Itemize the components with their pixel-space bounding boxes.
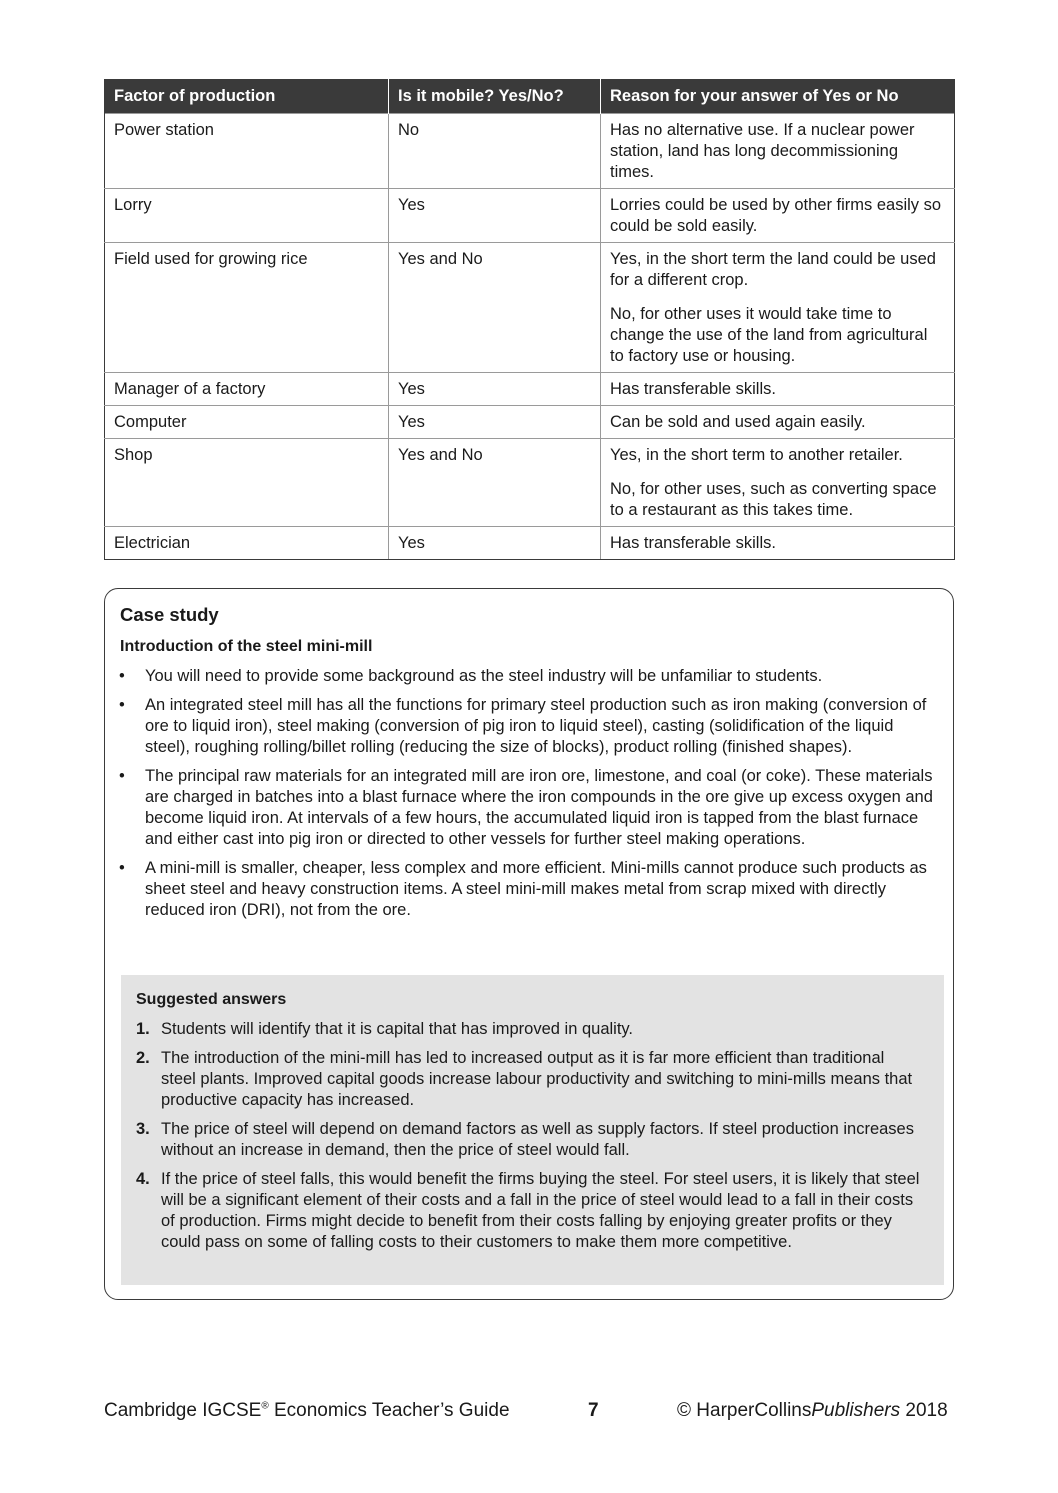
reason-text: No, for other uses it would take time to change the use of the land from agricultural to factory use or housing. — [610, 305, 928, 365]
factor-cell: Lorry — [105, 189, 389, 243]
header-mobile: Is it mobile? Yes/No? — [389, 79, 601, 114]
bullet-icon: • — [119, 696, 125, 714]
mobility-table — [104, 79, 955, 560]
answer-text: Students will identify that it is capital that has improved in quality. — [161, 1020, 634, 1038]
table-row — [105, 189, 955, 243]
table-row — [105, 243, 955, 373]
suggested-answers-title: Suggested answers — [136, 991, 287, 1008]
list-item — [105, 858, 955, 921]
table-header-row — [105, 79, 955, 114]
factor-cell: Computer — [105, 406, 389, 439]
reason-cell — [601, 439, 955, 527]
answer-item — [136, 1019, 930, 1040]
answer-item — [136, 1119, 930, 1161]
list-item — [105, 766, 955, 850]
copyright-prefix: © HarperCollins — [677, 1400, 812, 1421]
table-row — [105, 373, 955, 406]
list-item — [105, 666, 955, 687]
reason-cell — [601, 527, 955, 560]
reason-cell — [601, 114, 955, 189]
reason-text: Has transferable skills. — [610, 534, 776, 552]
list-item — [105, 695, 955, 758]
mobile-cell: Yes and No — [389, 243, 601, 373]
suggested-answers-panel — [121, 975, 944, 1285]
bullet-text: An integrated steel mill has all the functions for primary steel production such as iron making (conversion of ore to liquid iron), steel making (conversion of pig iron to liquid steel), casting (solidification of the liquid steel), roughing rolling/billet rolling (reducing the size of blocks), product rolling (finished shapes). — [145, 696, 927, 756]
copyright-publishers: Publishers — [811, 1400, 901, 1421]
table-row — [105, 406, 955, 439]
factor-cell: Field used for growing rice — [105, 243, 389, 373]
registered-mark: ® — [261, 1400, 269, 1412]
footer-book-title — [104, 1400, 510, 1422]
answer-number: 1. — [136, 1020, 150, 1038]
answer-item — [136, 1048, 930, 1111]
answer-number: 3. — [136, 1120, 150, 1138]
mobile-cell: Yes — [389, 189, 601, 243]
factor-cell: Manager of a factory — [105, 373, 389, 406]
answer-text: The price of steel will depend on demand factors as well as supply factors. If steel production increases without an increase in demand, then the price of steel would fall. — [161, 1120, 914, 1159]
reason-text: Has transferable skills. — [610, 380, 776, 398]
table-row — [105, 527, 955, 560]
mobile-cell: Yes and No — [389, 439, 601, 527]
mobile-cell: No — [389, 114, 601, 189]
case-study-title: Case study — [120, 604, 219, 625]
reason-text: Yes, in the short term to another retailer. — [610, 446, 903, 464]
reason-text: No, for other uses, such as converting space to a restaurant as this takes time. — [610, 480, 937, 519]
reason-text: Yes, in the short term the land could be used for a different crop. — [610, 250, 936, 289]
table-row — [105, 439, 955, 527]
factor-cell: Power station — [105, 114, 389, 189]
reason-cell — [601, 406, 955, 439]
factor-cell: Shop — [105, 439, 389, 527]
footer-title-suffix: Economics Teacher’s Guide — [268, 1400, 510, 1421]
case-study-box — [104, 588, 954, 1300]
reason-cell — [601, 243, 955, 373]
table-row — [105, 114, 955, 189]
bullet-text: A mini-mill is smaller, cheaper, less complex and more efficient. Mini-mills cannot produce such products as sheet steel and heavy construction items. A steel mini-mill makes metal from scrap mixed with directly reduced iron (DRI), not from the ore. — [145, 859, 927, 919]
mobile-cell: Yes — [389, 406, 601, 439]
header-reason: Reason for your answer of Yes or No — [601, 79, 955, 114]
answer-text: The introduction of the mini-mill has led to increased output as it is far more efficient than traditional steel plants. Improved capital goods increase labour productivity and switching to mini-mills means that productive capacity has increased. — [161, 1049, 913, 1109]
footer-copyright — [677, 1400, 948, 1422]
bullet-icon: • — [119, 667, 125, 685]
factor-cell: Electrician — [105, 527, 389, 560]
answer-number: 2. — [136, 1049, 150, 1067]
reason-text: Lorries could be used by other firms easily so could be sold easily. — [610, 196, 942, 235]
footer-title-prefix: Cambridge IGCSE — [104, 1400, 262, 1421]
bullet-icon: • — [119, 859, 125, 877]
case-study-subtitle: Introduction of the steel mini-mill — [120, 638, 373, 655]
reason-text: Has no alternative use. If a nuclear power station, land has long decommissioning times. — [610, 121, 915, 181]
answer-item — [136, 1169, 930, 1253]
background-bullet-list — [105, 666, 955, 929]
copyright-year: 2018 — [900, 1400, 948, 1421]
answers-list — [136, 1019, 930, 1253]
bullet-text: The principal raw materials for an integrated mill are iron ore, limestone, and coal (or coke). These materials are charged in batches into a blast furnace where the iron compounds in the ore give up excess oxygen and become liquid iron. At intervals of a few hours, the accumulated liquid iron is tapped from the blast furnace and either cast into pig iron or directed to other vessels for further steel making operations. — [145, 767, 933, 848]
answer-text: If the price of steel falls, this would benefit the firms buying the steel. For steel users, it is likely that steel will be a significant element of their costs and a fall in the price of steel would lead to a fall in their costs of production. Firms might decide to benefit from their costs falling by enjoying greater profits or they could pass on some of falling costs to their customers to make them more competitive. — [161, 1170, 920, 1251]
header-factor: Factor of production — [105, 79, 389, 114]
answer-number: 4. — [136, 1170, 150, 1188]
mobile-cell: Yes — [389, 527, 601, 560]
reason-text: Can be sold and used again easily. — [610, 413, 866, 431]
bullet-icon: • — [119, 767, 125, 785]
page-number: 7 — [588, 1400, 599, 1421]
bullet-text: You will need to provide some background as the steel industry will be unfamiliar to students. — [145, 667, 823, 685]
reason-cell — [601, 373, 955, 406]
mobile-cell: Yes — [389, 373, 601, 406]
reason-cell — [601, 189, 955, 243]
